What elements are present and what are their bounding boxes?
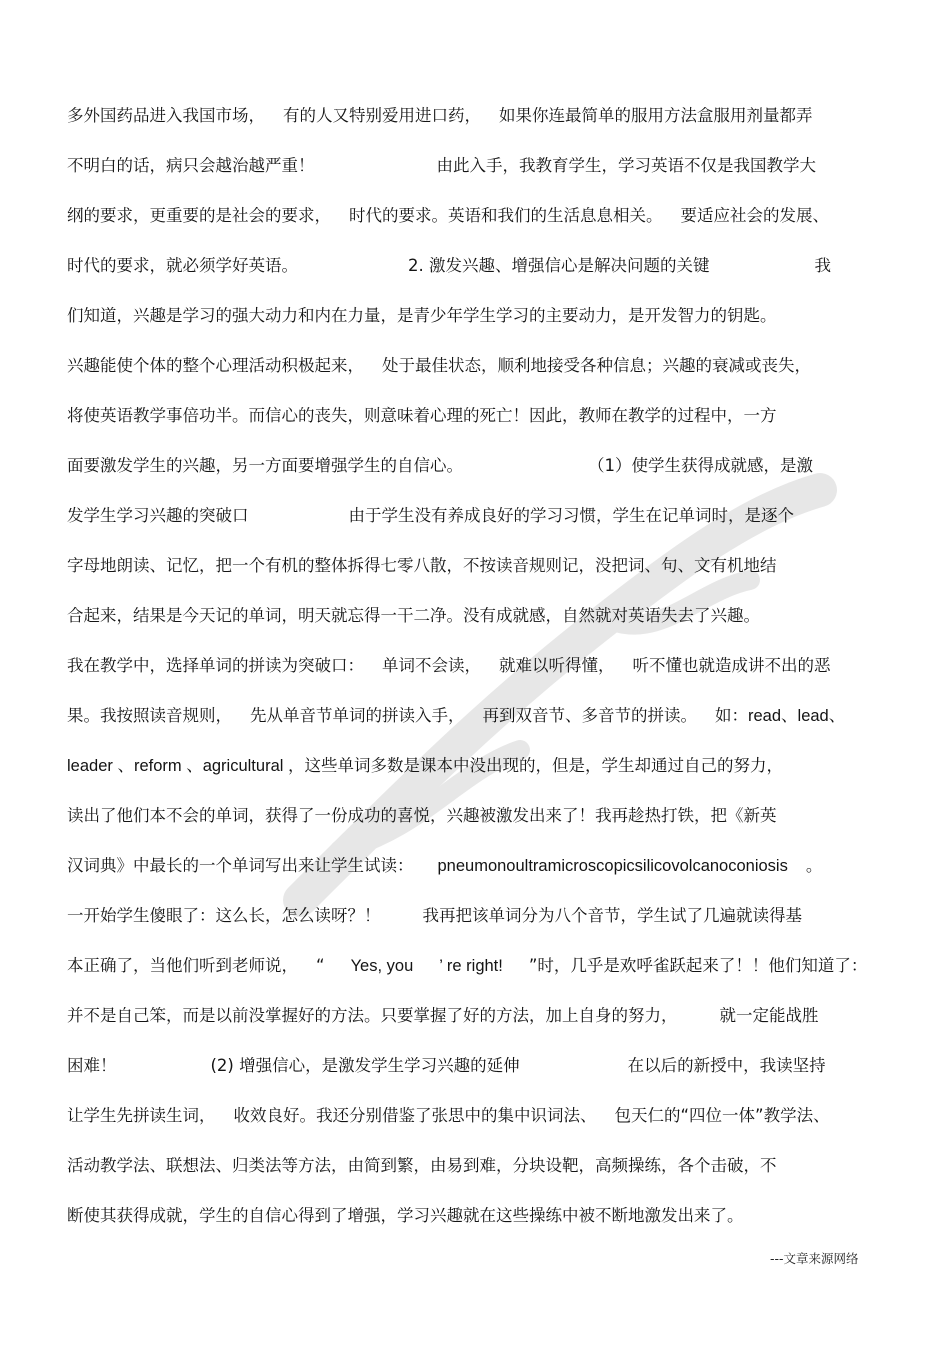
line-20-seg-3: 在以后的新授中，我读坚持 (627, 1056, 826, 1075)
line-4-seg-3: 我 (814, 256, 831, 275)
line-3-seg-3: 要适应社会的发展、 (680, 206, 829, 225)
line-7-seg-1: 将使英语教学事倍功半。而信心的丧失，则意味着心理的死亡！因此，教师在教学的过程中，一方 (67, 406, 777, 425)
text-line-20 (67, 1054, 926, 1078)
line-12-seg-3: 就难以听得懂， (499, 656, 615, 675)
text-line-9 (67, 504, 926, 528)
line-12-seg-2: 单词不会读， (382, 656, 481, 675)
text-line-10 (67, 554, 926, 578)
text-line-12 (67, 654, 926, 678)
text-line-13 (67, 704, 926, 728)
source-note: ---文章来源网络 (770, 1251, 859, 1266)
text-line-16 (67, 854, 926, 878)
line-18-seg-3: Yes, you (350, 957, 414, 975)
line-19-seg-1: 并不是自己笨，而是以前没掌握好的方法。只要掌握了好的方法，加上自身的努力， (67, 1006, 678, 1025)
text-line-5 (67, 304, 926, 328)
line-20-seg-1: 困难！ (67, 1056, 117, 1075)
line-6-seg-1: 兴趣能使个体的整个心理活动积极起来， (67, 356, 364, 375)
line-13-seg-2: 先从单音节单词的拼读入手， (250, 706, 465, 725)
line-16-seg-2: pneumonoultramicroscopicsilicovolcanoconiosis (437, 857, 788, 875)
line-21-seg-3: 包天仁的“四位一体”教学法、 (614, 1106, 830, 1125)
text-line-14 (67, 754, 926, 778)
line-6-seg-2: 处于最佳状态，顺利地接受各种信息；兴趣的衰减或丧失， (382, 356, 811, 375)
line-10-seg-1: 字母地朗读、记忆，把一个有机的整体拆得七零八散，不按读音规则记，没把词、句、文有机地结 (67, 556, 777, 575)
text-line-22 (67, 1154, 926, 1178)
line-1-seg-2: 有的人又特别爱用进口药， (283, 106, 481, 125)
line-8-seg-2: （1）使学生获得成就感，是激 (588, 456, 813, 475)
text-line-17 (67, 904, 926, 928)
text-line-4 (67, 254, 926, 278)
text-line-18 (67, 954, 926, 978)
text-line-3 (67, 204, 926, 228)
line-8-seg-1: 面要激发学生的兴趣，另一方面要增强学生的自信心。 (67, 456, 463, 475)
line-17-seg-2: 我再把该单词分为八个音节，学生试了几遍就读得基 (422, 906, 802, 925)
text-line-11 (67, 604, 926, 628)
line-13-seg-1: 果。我按照读音规则， (67, 706, 232, 725)
line-2-seg-1: 不明白的话，病只会越治越严重！ (67, 156, 315, 175)
line-21-seg-1: 让学生先拼读生词， (67, 1106, 216, 1125)
line-13-seg-4: 如：read、lead、 (715, 707, 846, 725)
line-15-seg-1: 读出了他们本不会的单词，获得了一份成功的喜悦，兴趣被激发出来了！我再趁热打铁，把《新英 (67, 806, 777, 825)
line-23-seg-1: 断使其获得成就，学生的自信心得到了增强，学习兴趣就在这些操练中被不断地激发出来了。 (67, 1206, 744, 1225)
text-line-23 (67, 1204, 926, 1228)
line-4-seg-2: 2. 激发兴趣、增强信心是解决问题的关键 (408, 256, 710, 275)
line-18-seg-1: 本正确了，当他们听到老师说， (67, 956, 298, 975)
line-13-seg-3: 再到双音节、多音节的拼读。 (482, 706, 697, 725)
text-line-21 (67, 1104, 926, 1128)
line-18-seg-4: ’ re right! (439, 957, 503, 975)
line-12-seg-1: 我在教学中，选择单词的拼读为突破口： (67, 656, 364, 675)
line-2-seg-2: 由此入手，我教育学生，学习英语不仅是我国教学大 (436, 156, 816, 175)
line-4-seg-1: 时代的要求，就必须学好英语。 (67, 256, 298, 275)
line-5-seg-1: 们知道，兴趣是学习的强大动力和内在力量，是青少年学生学习的主要动力，是开发智力的钥匙。 (67, 306, 777, 325)
text-line-15 (67, 804, 926, 828)
line-11-seg-1: 合起来，结果是今天记的单词，明天就忘得一干二净。没有成就感，自然就对英语失去了兴趣。 (67, 606, 760, 625)
line-1-seg-1: 多外国药品进入我国市场， (67, 106, 265, 125)
text-line-2 (67, 154, 926, 178)
line-12-seg-4: 听不懂也就造成讲不出的恶 (632, 656, 831, 675)
line-18-seg-5: ”时，几乎是欢呼雀跃起来了！！他们知道了： (528, 956, 868, 975)
line-3-seg-1: 纲的要求，更重要的是社会的要求， (67, 206, 331, 225)
text-line-8 (67, 454, 926, 478)
line-14-seg-1: leader 、reform 、agricultural ，这些单词多数是课本中没出现的，但是，学生却通过自己的努力， (67, 757, 783, 775)
text-line-6 (67, 354, 926, 378)
line-18-seg-2: “ (316, 956, 325, 975)
line-19-seg-2: 就一定能战胜 (719, 1006, 819, 1025)
line-3-seg-2: 时代的要求。英语和我们的生活息息相关。 (349, 206, 663, 225)
line-20-seg-2: (2) 增强信心，是激发学生学习兴趣的延伸 (210, 1056, 520, 1075)
line-22-seg-1: 活动教学法、联想法、归类法等方法，由简到繁，由易到难，分块设靶，高频操练，各个击破，不 (67, 1156, 777, 1175)
text-line-1 (67, 104, 926, 128)
line-9-seg-1: 发学生学习兴趣的突破口 (67, 506, 249, 525)
line-16-seg-1: 汉词典》中最长的一个单词写出来让学生试读： (67, 856, 414, 875)
text-line-19 (67, 1004, 926, 1028)
line-16-seg-3: 。 (805, 856, 823, 875)
line-17-seg-1: 一开始学生傻眼了：这么长，怎么读呀？！ (67, 906, 381, 925)
line-21-seg-2: 收效良好。我还分别借鉴了张思中的集中识词法、 (233, 1106, 597, 1125)
line-1-seg-3: 如果你连最简单的服用方法盒服用剂量都弄 (499, 106, 813, 125)
text-line-7 (67, 404, 926, 428)
line-9-seg-2: 由于学生没有养成良好的学习习惯，学生在记单词时，是逐个 (348, 506, 794, 525)
